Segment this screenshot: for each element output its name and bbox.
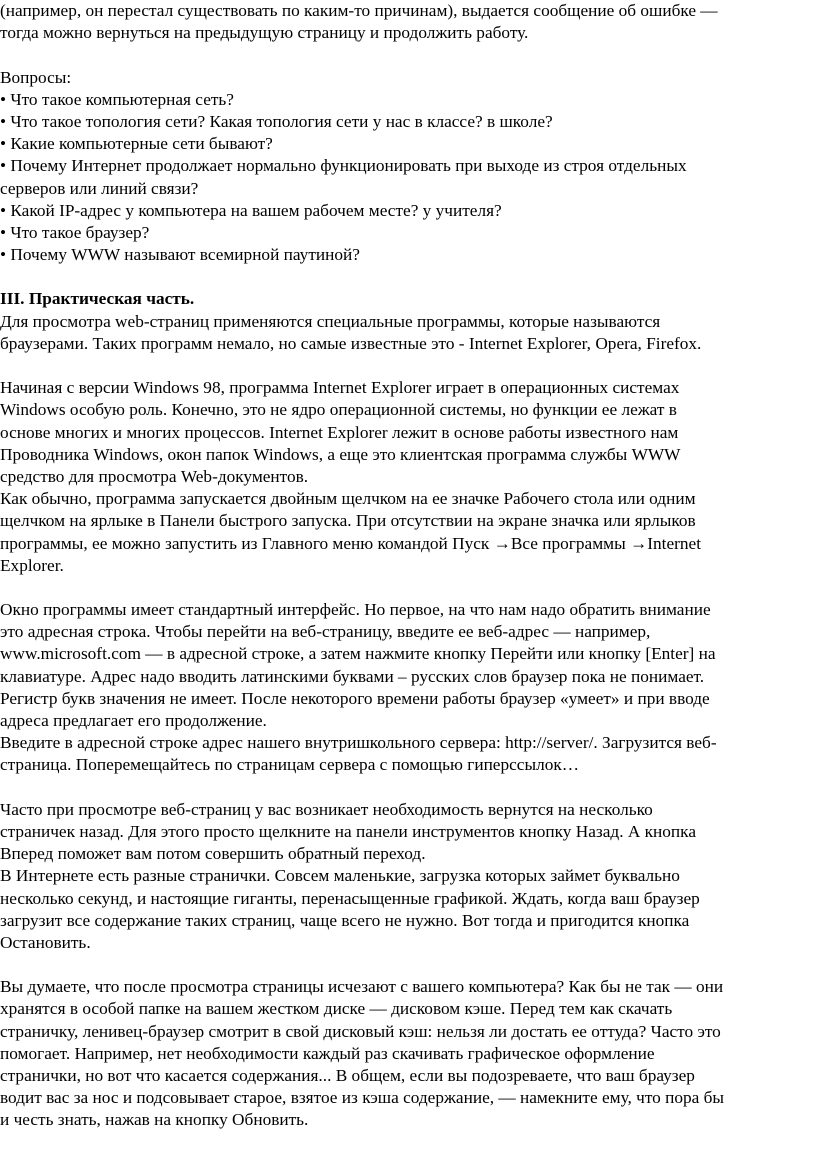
paragraph-spacer: [0, 44, 810, 66]
text-line: Explorer.: [0, 555, 64, 575]
text-line: несколько секунд, и настоящие гиганты, перенасыщенные графикой. Ждать, когда ваш браузер: [0, 888, 700, 908]
paragraph-internet-explorer: [0, 377, 810, 577]
text-line: средство для просмотра Web-документов.: [0, 466, 309, 486]
questions-section: [0, 67, 810, 267]
question-item-continued: серверов или линий связи?: [0, 178, 199, 198]
question-item: • Какие компьютерные сети бывают?: [0, 134, 273, 154]
question-item: • Почему WWW называют всемирной паутиной?: [0, 245, 360, 265]
text-line: Для просмотра web-страниц применяются специальные программы, которые называются: [0, 311, 661, 331]
text-line: Как обычно, программа запускается двойным щелчком на ее значке Рабочего стола или одним: [0, 489, 696, 509]
text-line: (например, он перестал существовать по каким-то причинам), выдается сообщение об ошибке —: [0, 1, 718, 20]
practical-section: [0, 288, 810, 1131]
text-line: это адресная строка. Чтобы перейти на веб-страницу, введите ее веб-адрес — например,: [0, 622, 651, 642]
text-line: страничку, ленивец-браузер смотрит в свой дисковый кэш: нельзя ли достать ее оттуда? Часто это: [0, 1021, 721, 1041]
text-line: Проводника Windows, окон папок Windows, а еще это клиентская программа службы WWW: [0, 444, 681, 464]
paragraph-navigation-buttons: [0, 799, 810, 954]
text-line: клавиатуре. Адрес надо вводить латинскими буквами – русских слов браузер пока не понимает.: [0, 666, 705, 686]
text-line: основе многих и многих процессов. Internet Explorer лежит в основе работы известного нам: [0, 422, 679, 442]
text-line: программы, ее можно запустить из Главного меню командой Пуск →Все программы →Internet: [0, 533, 702, 553]
text-line: адреса предлагает его продолжение.: [0, 711, 267, 730]
paragraph-disk-cache: [0, 976, 810, 1131]
text-line: странички, но вот что касается содержания... В общем, если вы подозреваете, что ваш браузер: [0, 1066, 695, 1085]
text-line: страничек назад. Для этого просто щелкните на панели инструментов кнопку Назад. А кнопка: [0, 821, 696, 841]
paragraph-address-bar: [0, 599, 810, 777]
paragraph-spacer: [0, 777, 810, 799]
text-line: Вперед поможет вам потом совершить обратный переход.: [0, 844, 426, 864]
question-item: • Что такое топология сети? Какая топология сети у нас в классе? в школе?: [0, 111, 553, 131]
paragraph-spacer: [0, 266, 810, 288]
question-item: • Почему Интернет продолжает нормально функционировать при выходе из строя отдельных: [0, 156, 687, 176]
text-line: хранятся в особой папке на вашем жестком диске — дисковом кэше. Перед тем как скачать: [0, 999, 673, 1019]
intro-paragraph: [0, 0, 810, 44]
text-line: браузерами. Таких программ немало, но самые известные это - Internet Explorer, Opera, Firefox.: [0, 333, 702, 353]
text-line: Начиная с версии Windows 98, программа Internet Explorer играет в операционных системах: [0, 378, 680, 398]
paragraph-spacer: [0, 954, 810, 976]
paragraph-browsers: [0, 311, 810, 355]
paragraph-spacer: [0, 577, 810, 599]
text-line: и честь знать, нажав на кнопку Обновить.: [0, 1110, 309, 1130]
text-line: загрузит все содержание таких страниц, чаще всего не нужно. Вот тогда и пригодится кнопка: [0, 910, 690, 930]
text-line: Введите в адресной строке адрес нашего внутришкольного сервера: http://server/. Загрузится веб-: [0, 733, 717, 753]
text-line: Остановить.: [0, 932, 91, 952]
text-line: Часто при просмотре веб-страниц у вас возникает необходимость вернутся на несколько: [0, 799, 653, 819]
text-line: Окно программы имеет стандартный интерфейс. Но первое, на что нам надо обратить внимание: [0, 600, 711, 620]
question-item: • Что такое компьютерная сеть?: [0, 89, 234, 109]
text-line: водит вас за нос и подсовывает старое, взятое из кэша содержание, — намекните ему, что пора бы: [0, 1088, 725, 1108]
text-line: Регистр букв значения не имеет. После некоторого времени работы браузер «умеет» и при вводе: [0, 688, 710, 708]
text-line: www.microsoft.com — в адресной строке, а затем нажмите кнопку Перейти или кнопку [Enter] на: [0, 644, 716, 664]
text-line: помогает. Например, нет необходимости каждый раз скачивать графическое оформление: [0, 1043, 655, 1063]
text-line: В Интернете есть разные странички. Совсем маленькие, загрузка которых займет буквально: [0, 866, 680, 886]
question-item: • Какой IP-адрес у компьютера на вашем рабочем месте? у учителя?: [0, 200, 502, 220]
section-heading: III. Практическая часть.: [0, 289, 195, 309]
paragraph-spacer: [0, 355, 810, 377]
question-item: • Что такое браузер?: [0, 222, 150, 242]
text-line: Windows особую роль. Конечно, это не ядро операционной системы, но функции ее лежат в: [0, 400, 677, 420]
text-line: тогда можно вернуться на предыдущую страницу и продолжить работу.: [0, 23, 529, 43]
text-line: щелчком на ярлыке в Панели быстрого запуска. При отсутствии на экране значка или ярлыков: [0, 511, 696, 531]
questions-heading: Вопросы:: [0, 67, 72, 87]
text-line: Вы думаете, что после просмотра страницы исчезают с вашего компьютера? Как бы не так — они: [0, 977, 724, 997]
text-line: страница. Поперемещайтесь по страницам сервера с помощью гиперссылок…: [0, 755, 580, 775]
